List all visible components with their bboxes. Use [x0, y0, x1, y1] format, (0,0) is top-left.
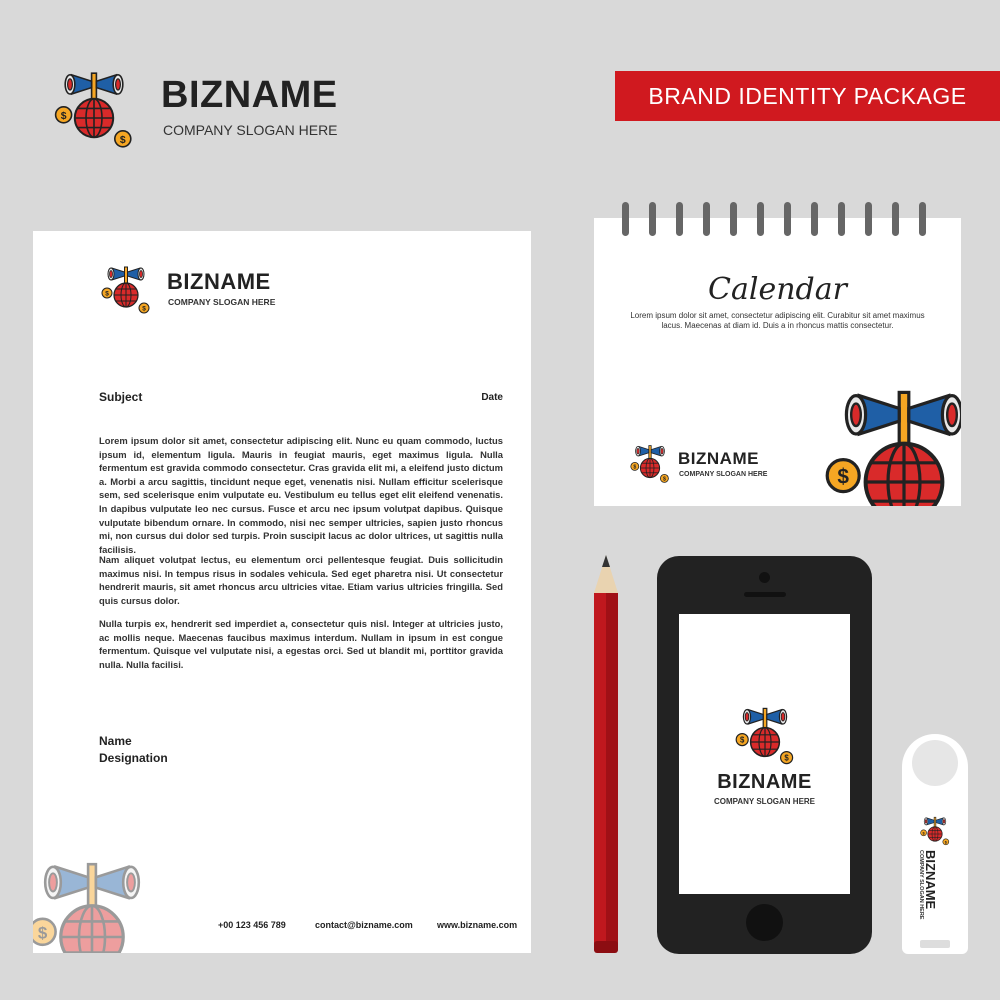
globe-megaphone-icon — [735, 706, 795, 766]
header-logo — [52, 70, 136, 150]
usb-brand-name: BIZNAME — [923, 850, 938, 910]
globe-megaphone-icon — [630, 444, 670, 484]
calendar — [594, 218, 961, 506]
phone-home-button[interactable] — [746, 904, 783, 941]
calendar-title: Calendar — [708, 272, 847, 307]
usb-connector — [920, 940, 950, 948]
name-label: Name — [99, 734, 132, 748]
calendar-text: Lorem ipsum dolor sit amet, consectetur adipiscing elit. Curabitur sit amet maximus lacus. Maecenas at diam id. Duis a in rhoncus mattis consectetur. — [630, 311, 925, 330]
letterhead-brand-name: BIZNAME — [167, 269, 271, 294]
phone-screen — [679, 614, 850, 894]
letterhead-paragraph-1: Lorem ipsum dolor sit amet, consectetur adipiscing elit. Nunc eu quam commodo, luctus ipsum id, elementum ligula. Mauris in feugiat mauris, eget maximus ligula. Nulla fermentum est gravida commodo consectetur. Cras gravida elit mi, a eleifend justo dictum a. Morbi a arcu sagittis, tincidunt neque eget, venenatis nisi. Nullam efficitur scelerisque sem, sed scelerisque enim vulputate eu. Vestibulum eu tellus eget elit eleifend venenatis. In dapibus vulputate leo nec cursus. Fusce et arcu nec ipsum volutpat dapibus. Quisque vulputate bibendum ornare. In commodo, nisi nec semper ultricies, sapien justo rhoncus mi, non cursus dui dolor sed turpis. Proin suscipit lacus ac dolor ultrices, ut sagittis nulla facilisis. — [99, 435, 503, 555]
date-label: Date — [481, 392, 503, 403]
brand-identity-banner: BRAND IDENTITY PACKAGE — [615, 71, 1000, 121]
usb-label — [916, 850, 956, 930]
pencil-icon — [591, 553, 621, 955]
phone-camera — [759, 572, 770, 583]
footer-website[interactable]: www.bizname.com — [437, 920, 518, 930]
globe-megaphone-watermark-icon — [33, 859, 157, 953]
letterhead — [33, 231, 531, 953]
usb-cap — [912, 740, 958, 786]
calendar-brand-name: BIZNAME — [678, 449, 759, 468]
letterhead-slogan: COMPANY SLOGAN HERE — [168, 297, 276, 307]
usb-slogan: COMPANY SLOGAN HERE — [918, 850, 924, 920]
designation-label: Designation — [99, 751, 168, 765]
letterhead-paragraph-3: Nulla turpis ex, hendrerit sed imperdiet a, consectetur quis nisl. Integer at ultricies justo, ac mollis neque. Maecenas faucibus maximus interdum. Nullam in ipsum in est congue fermentum. Quisque vel vulputate nisi, a egestas orci. Sed ut blandit mi, porttitor gravida nulla. Nulla facilisi. — [99, 618, 503, 670]
phone-brand-name: BIZNAME — [717, 771, 812, 793]
footer-email[interactable]: contact@bizname.com — [315, 920, 413, 930]
footer-phone: +00 123 456 789 — [218, 920, 286, 930]
letterhead-paragraph-2: Nam aliquet volutpat lectus, eu elementum orci pellentesque feugiat. Duis sollicitudin maximus nisi. In tempus risus in sodales vehicula. Sed eget pharetra nisi. Ut consectetur hendrerit mauris, sit amet rhoncus arcu ultricies vitae. Etiam varius ultricies fringilla. Sed quis cursus dolor. — [99, 554, 503, 606]
phone-slogan: COMPANY SLOGAN HERE — [713, 797, 816, 806]
calendar-slogan: COMPANY SLOGAN HERE — [679, 471, 768, 478]
usb-drive — [902, 734, 968, 954]
header-brand-name: BIZNAME — [161, 74, 338, 116]
subject-label: Subject — [99, 390, 143, 404]
smartphone — [657, 556, 872, 954]
globe-megaphone-large-icon — [824, 386, 961, 506]
globe-megaphone-icon — [920, 816, 950, 846]
globe-megaphone-icon — [101, 265, 151, 315]
phone-speaker — [744, 592, 786, 597]
header-slogan: COMPANY SLOGAN HERE — [163, 122, 338, 138]
globe-megaphone-icon — [52, 70, 136, 150]
